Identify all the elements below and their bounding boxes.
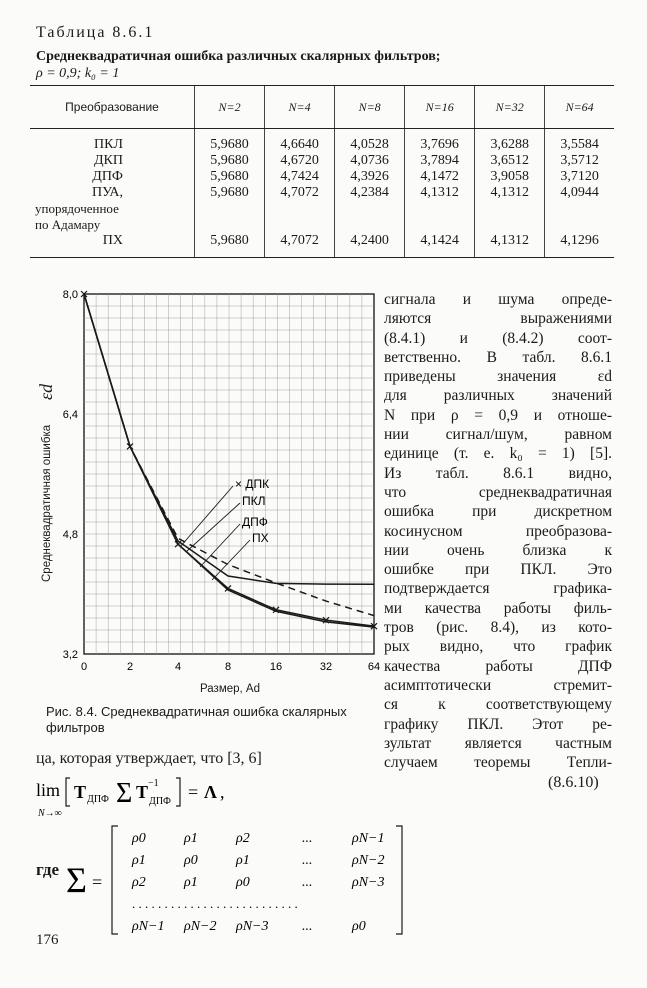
matrix-cell: ρN−3 — [236, 919, 269, 934]
cell: 4,7424 — [280, 169, 319, 184]
cell: 5,9680 — [210, 185, 249, 200]
row-name-dkp: ДКП — [94, 153, 123, 168]
continuation-text: ца, которая утверждает, что [3, 6] — [36, 750, 262, 767]
cell: 5,9680 — [210, 169, 249, 184]
eq-sigma: Σ — [116, 778, 133, 809]
row-name-dpf: ДПФ — [92, 169, 123, 184]
header-n4: N=4 — [265, 86, 335, 129]
col-n64-cell — [545, 129, 614, 258]
sigma-matrix — [66, 822, 416, 942]
cell: 3,7696 — [420, 137, 459, 152]
cell: 3,5584 — [560, 137, 599, 152]
text-line: зультат является частным — [384, 734, 612, 752]
legend-label-ДПК: × ДПК — [235, 477, 270, 491]
text-line: для различных значений — [384, 387, 612, 405]
y-tick-label: 6,4 — [62, 409, 78, 421]
text-line: ляются выражениями — [384, 310, 612, 328]
text-line: ся к соответствующему — [384, 696, 612, 714]
eq-lim-sub: N→∞ — [38, 808, 62, 819]
text-line: Из табл. 8.6.1 видно, — [384, 464, 612, 482]
cell: 4,1472 — [420, 169, 459, 184]
matrix-right-bracket — [396, 826, 402, 934]
chart-ylabel: Среднеквадратичная ошибка — [41, 424, 53, 582]
matrix-cell: ρ2 — [236, 831, 250, 846]
table-caption — [36, 48, 636, 82]
cell: 4,0944 — [560, 185, 599, 200]
cell: 5,9680 — [210, 137, 249, 152]
matrix-cell: ρ0 — [184, 853, 198, 868]
cell: 4,1312 — [490, 233, 529, 248]
y-tick-label: 3,2 — [62, 649, 78, 661]
text-line: тров (рис. 8.4), из кото- — [384, 619, 612, 637]
eq-T1-sub: ДПФ — [87, 794, 109, 805]
table-label: Таблица 8.6.1 — [36, 24, 155, 41]
text-line: ошибке при ПКЛ. Это — [384, 561, 612, 579]
header-n16: N=16 — [405, 86, 475, 129]
header-transform: Преобразование — [30, 86, 195, 129]
x-tick-label: 16 — [269, 661, 283, 673]
matrix-cell: ρN−1 — [352, 831, 385, 846]
matrix-equals: = — [92, 872, 103, 892]
cell: 4,7072 — [280, 185, 319, 200]
eq-T2: T — [136, 782, 149, 802]
text-line: (8.4.1) и (8.4.2) соот- — [384, 329, 612, 347]
col-n16-cell — [405, 129, 475, 258]
text-line: рых видно, что график — [384, 638, 612, 656]
cell: 3,7894 — [420, 153, 459, 168]
text-line: нии очень близка к — [384, 541, 612, 559]
matrix-cell: ρN−1 — [132, 919, 165, 934]
text-line: сигнала и шума опреде- — [384, 291, 612, 308]
x-tick-label: 32 — [319, 661, 333, 673]
eq-comma: , — [220, 782, 225, 802]
cell: 4,1424 — [420, 233, 459, 248]
row-name-pua-line2: упорядоченное — [35, 201, 119, 216]
col-n32-cell — [475, 129, 545, 258]
left-bracket — [66, 778, 70, 806]
chart-ylabel-symbol: εd — [36, 383, 56, 400]
text-line: случаем теоремы Тепли- — [384, 754, 612, 772]
eq-T2-sup: −1 — [148, 778, 159, 789]
cell: 4,2384 — [350, 185, 389, 200]
row-name-pua-line3: по Адамару — [35, 217, 101, 232]
legend-label-ДПФ: ДПФ — [242, 515, 268, 529]
cell: 5,9680 — [210, 153, 249, 168]
equation-number: (8.6.10) — [548, 774, 599, 791]
cell: 4,1312 — [490, 185, 529, 200]
text-line: косинусном преобразова- — [384, 522, 612, 540]
matrix-dots-row: . . . . . . . . . . . . . . . . . . . . . . . . . . — [132, 896, 298, 911]
y-tick-label: 8,0 — [62, 289, 78, 301]
chart-grid — [84, 294, 374, 654]
eq-lim: lim — [36, 780, 61, 800]
text-line: асимптотически стремит- — [384, 676, 612, 694]
page-number: 176 — [36, 932, 59, 948]
col-n2-cell — [195, 129, 265, 258]
legend-label-ПХ: ПХ — [252, 531, 269, 545]
matrix-cell: ρ1 — [132, 853, 146, 868]
cell: 4,7072 — [280, 233, 319, 248]
x-tick-label: 8 — [224, 661, 232, 673]
matrix-left-bracket — [112, 826, 118, 934]
data-table — [30, 85, 614, 258]
table-header-row — [30, 86, 614, 129]
y-tick-label: 4,8 — [62, 529, 78, 541]
text-line: ветственно. В табл. 8.6.1 — [384, 348, 612, 366]
col-n8-cell — [335, 129, 405, 258]
text-line: N при ρ = 0,9 и отноше- — [384, 406, 612, 424]
cell: 4,6720 — [280, 153, 319, 168]
x-tick-label: 0 — [80, 661, 88, 673]
matrix-sigma: Σ — [66, 860, 87, 900]
right-column-text — [384, 290, 612, 772]
header-n64: N=64 — [545, 86, 614, 129]
matrix-cell: ρN−3 — [352, 875, 385, 890]
matrix-cell: ρ1 — [236, 853, 250, 868]
table-body-main — [30, 129, 614, 258]
cell: 4,1312 — [420, 185, 459, 200]
chart-xlabel: Размер, Ad — [200, 683, 260, 695]
matrix-cell: ... — [302, 919, 313, 934]
text-line: ми качества работы филь- — [384, 599, 612, 617]
table-caption-params: ρ = 0,9; k₀ = 1 — [36, 66, 120, 81]
col-n4-cell — [265, 129, 335, 258]
row-name-pkl: ПКЛ — [94, 137, 123, 152]
cell: 4,3926 — [350, 169, 389, 184]
right-bracket — [176, 778, 180, 806]
cell: 5,9680 — [210, 233, 249, 248]
row-names-cell — [30, 129, 195, 258]
matrix-cell: ρ0 — [352, 919, 366, 934]
figure-caption: Рис. 8.4. Среднеквадратичная ошибка скалярных фильтров — [46, 704, 347, 735]
text-line: ошибка при дискретном — [384, 503, 612, 521]
legend-label-ПКЛ: ПКЛ — [242, 494, 266, 508]
eq-lambda: Λ — [204, 782, 217, 802]
header-n32: N=32 — [475, 86, 545, 129]
matrix-cell: ρ2 — [132, 875, 146, 890]
cell: 4,0528 — [350, 137, 389, 152]
matrix-label — [36, 860, 59, 880]
x-tick-label: 64 — [367, 661, 380, 673]
x-tick-label: 4 — [174, 661, 182, 673]
matrix-label-text: где — [36, 860, 60, 879]
cell: 3,9058 — [490, 169, 529, 184]
row-name-ph: ПХ — [102, 233, 123, 248]
text-line: качества работы ДПФ — [384, 657, 612, 675]
cell: 3,7120 — [560, 169, 599, 184]
x-tick-label: 2 — [126, 661, 134, 673]
header-n8: N=8 — [335, 86, 405, 129]
text-line: подтверждается графика- — [384, 580, 612, 598]
cell: 4,6640 — [280, 137, 319, 152]
matrix-cells — [131, 831, 385, 934]
equation-8-6-10 — [36, 774, 296, 822]
matrix-cell: ... — [302, 831, 313, 846]
text-line: нии сигнал/шум, равном — [384, 426, 612, 444]
matrix-cell: ... — [302, 853, 313, 868]
matrix-cell: ρN−2 — [184, 919, 217, 934]
eq-T2-sub: ДПФ — [149, 796, 171, 807]
legend-leader-ДПФ — [200, 524, 240, 567]
chart-legend — [180, 477, 269, 580]
matrix-cell: ρ1 — [184, 831, 198, 846]
cell: 3,6288 — [490, 137, 529, 152]
chart-ticks — [63, 289, 380, 673]
table-caption-title: Среднеквадратичная ошибка различных скалярных фильтров; — [36, 49, 441, 64]
matrix-cell: ρ1 — [184, 875, 198, 890]
text-line: графику ПКЛ. Этот ре- — [384, 715, 612, 733]
text-line: что среднеквадратичная — [384, 483, 612, 501]
eq-equals: = — [188, 782, 199, 802]
cell: 3,6512 — [490, 153, 529, 168]
legend-leader-ПКЛ — [186, 503, 240, 552]
cell: 4,1296 — [560, 233, 599, 248]
cell: 4,2400 — [350, 233, 389, 248]
header-n2: N=2 — [195, 86, 265, 129]
matrix-cell: ρ0 — [236, 875, 250, 890]
cell: 3,5712 — [560, 153, 599, 168]
matrix-cell: ρN−2 — [352, 853, 385, 868]
matrix-cell: ... — [302, 875, 313, 890]
matrix-cell: ρ0 — [132, 831, 146, 846]
cell: 4,0736 — [350, 153, 389, 168]
text-line: приведены значения εd — [384, 368, 612, 386]
row-name-pua: ПУА, — [92, 185, 123, 200]
eq-T1: T — [74, 782, 87, 802]
text-line: единице (т. е. k₀ = 1) [5]. — [384, 445, 612, 463]
error-chart — [30, 282, 380, 702]
